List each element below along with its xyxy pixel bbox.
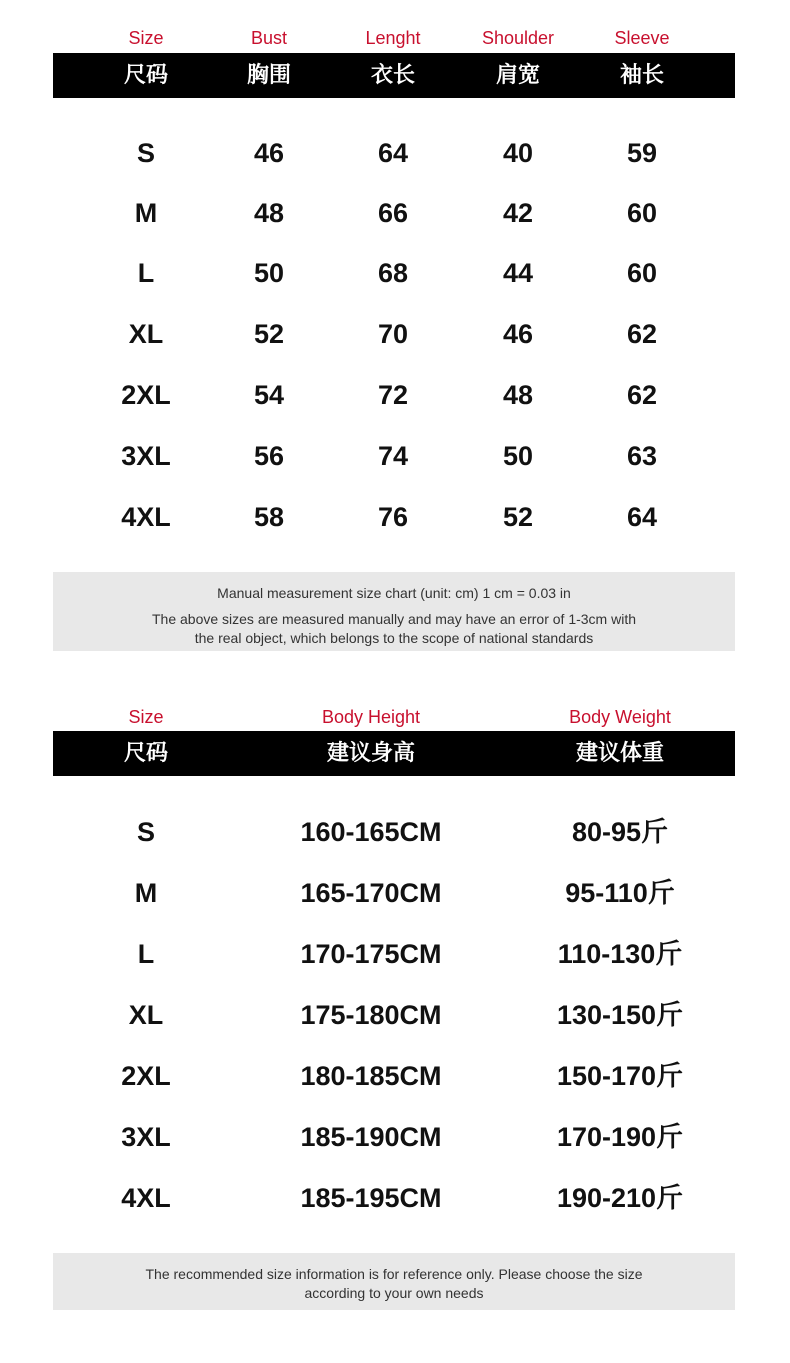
en-header-body-height: Body Height xyxy=(321,707,421,727)
cell-length: 64 xyxy=(377,138,409,168)
cell-size: S xyxy=(136,138,155,168)
cell-sleeve: 63 xyxy=(626,441,658,471)
cell-weight: 150-170斤 xyxy=(556,1061,684,1091)
cell-shoulder: 46 xyxy=(502,319,534,349)
cell-size: L xyxy=(137,939,155,969)
cn-header-shoulder: 肩宽 xyxy=(495,63,540,88)
cell-bust: 54 xyxy=(253,380,285,410)
cell-size: 2XL xyxy=(121,380,171,410)
en-header-size: Size xyxy=(128,707,164,727)
cn-header-height: 建议身高 xyxy=(326,741,415,766)
cn-header-size: 尺码 xyxy=(123,63,168,88)
cell-height: 185-190CM xyxy=(300,1122,442,1152)
en-header-body-weight: Body Weight xyxy=(569,707,671,727)
table-row xyxy=(53,375,735,415)
table-row xyxy=(53,995,735,1035)
cell-sleeve: 60 xyxy=(626,258,658,288)
cell-bust: 52 xyxy=(253,319,285,349)
size-table-cn-header xyxy=(53,53,735,98)
cell-size: XL xyxy=(128,319,164,349)
table-row xyxy=(53,193,735,233)
cell-size: L xyxy=(137,258,155,288)
cell-shoulder: 48 xyxy=(502,380,534,410)
table-row xyxy=(53,253,735,293)
table-row xyxy=(53,1117,735,1157)
cell-size: XL xyxy=(128,1000,164,1030)
cell-bust: 48 xyxy=(253,198,285,228)
cell-length: 74 xyxy=(377,441,409,471)
cell-bust: 50 xyxy=(253,258,285,288)
table-row xyxy=(53,873,735,913)
cell-weight: 130-150斤 xyxy=(556,1000,684,1030)
cell-shoulder: 40 xyxy=(502,138,534,168)
table-row xyxy=(53,812,735,852)
cell-height: 175-180CM xyxy=(300,1000,442,1030)
cell-length: 70 xyxy=(377,319,409,349)
table-row xyxy=(53,1178,735,1218)
size-table-note xyxy=(53,572,735,651)
en-header-bust: Bust xyxy=(250,28,288,48)
cell-shoulder: 52 xyxy=(502,502,534,532)
cell-size: M xyxy=(134,878,158,908)
cell-weight: 110-130斤 xyxy=(557,939,683,969)
cell-height: 160-165CM xyxy=(300,817,442,847)
en-header-size: Size xyxy=(128,28,164,48)
cell-shoulder: 50 xyxy=(502,441,534,471)
cell-sleeve: 62 xyxy=(626,380,658,410)
en-header-sleeve: Sleeve xyxy=(614,28,670,48)
cn-header-size: 尺码 xyxy=(123,741,168,766)
table-row xyxy=(53,314,735,354)
cell-bust: 58 xyxy=(253,502,285,532)
cell-height: 170-175CM xyxy=(300,939,442,969)
note-line: The above sizes are measured manually and may have an error of 1-3cm with xyxy=(151,611,636,627)
note-line: The recommended size information is for reference only. Please choose the size xyxy=(145,1266,643,1282)
cell-height: 180-185CM xyxy=(300,1061,442,1091)
cell-size: 4XL xyxy=(121,1183,171,1213)
table-row xyxy=(53,133,735,173)
cell-length: 72 xyxy=(377,380,409,410)
cn-header-length: 衣长 xyxy=(370,63,415,88)
en-header-shoulder: Shoulder xyxy=(481,28,555,48)
cell-bust: 46 xyxy=(253,138,285,168)
cell-size: S xyxy=(136,817,155,847)
cell-height: 185-195CM xyxy=(300,1183,442,1213)
cell-size: 4XL xyxy=(121,502,171,532)
cell-shoulder: 44 xyxy=(502,258,534,288)
cell-weight: 170-190斤 xyxy=(556,1122,684,1152)
cn-header-sleeve: 袖长 xyxy=(619,63,664,88)
note-line: according to your own needs xyxy=(304,1285,484,1301)
note-line: the real object, which belongs to the scope of national standards xyxy=(194,630,594,646)
recommend-table-en-header xyxy=(53,707,735,729)
cn-header-weight: 建议体重 xyxy=(575,741,664,766)
cell-size: 3XL xyxy=(121,441,171,471)
cell-size: 3XL xyxy=(121,1122,171,1152)
recommend-table-cn-header xyxy=(53,731,735,776)
cn-header-bust: 胸围 xyxy=(246,63,291,88)
cell-size: 2XL xyxy=(121,1061,171,1091)
cell-sleeve: 59 xyxy=(626,138,658,168)
cell-sleeve: 64 xyxy=(626,502,658,532)
cell-bust: 56 xyxy=(253,441,285,471)
recommend-table-note xyxy=(53,1253,735,1310)
table-row xyxy=(53,436,735,476)
cell-shoulder: 42 xyxy=(502,198,534,228)
cell-length: 68 xyxy=(377,258,409,288)
cell-size: M xyxy=(134,198,158,228)
table-row xyxy=(53,497,735,537)
cell-weight: 95-110斤 xyxy=(565,878,675,908)
note-line: Manual measurement size chart (unit: cm) 1 cm = 0.03 in xyxy=(217,585,571,601)
cell-sleeve: 60 xyxy=(626,198,658,228)
cell-height: 165-170CM xyxy=(300,878,442,908)
table-row xyxy=(53,934,735,974)
cell-length: 76 xyxy=(377,502,409,532)
size-table-en-header xyxy=(53,28,735,50)
cell-sleeve: 62 xyxy=(626,319,658,349)
cell-length: 66 xyxy=(377,198,409,228)
en-header-length: Lenght xyxy=(365,28,421,48)
cell-weight: 190-210斤 xyxy=(556,1183,684,1213)
cell-weight: 80-95斤 xyxy=(571,817,669,847)
table-row xyxy=(53,1056,735,1096)
